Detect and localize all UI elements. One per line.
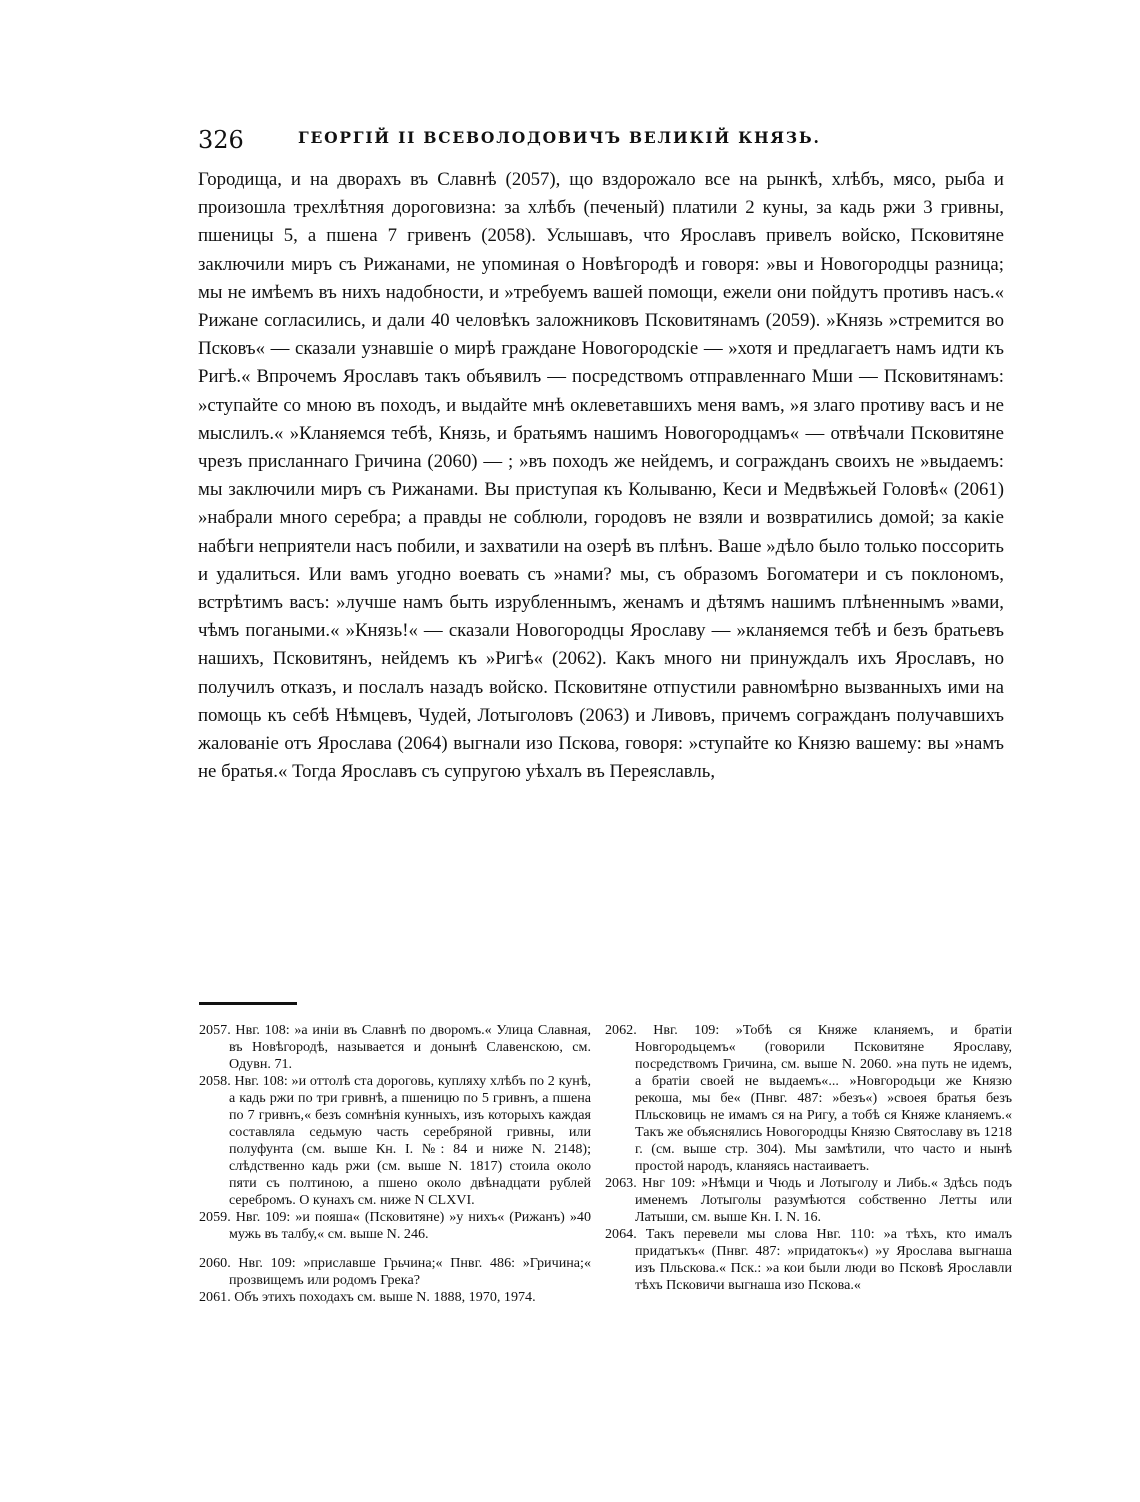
running-title: ГЕОРГІЙ II ВСЕВОЛОДОВИЧЪ ВЕЛИКІЙ КНЯЗЬ. [298,128,821,147]
page-number: 326 [198,126,244,154]
footnote-2063: 2063. Нвг 109: »Нѣмци и Чюдь и Лотыголу и Либь.« Здѣсь подъ именемъ Лотыголы разумѣются собственно Летты или Латыши, см. выше Кн. I. N. 16. [605,1175,1012,1225]
footnote-2064: 2064. Такъ перевели мы слова Нвг. 110: »а тѣхъ, кто ималъ придатъкъ« (Пнвг. 487: »придатокъ«) »у Ярослава выгнаша изъ Пльскова.« Пск.: »а кои были люди во Псковѣ Ярославли тѣхъ Псковичи выгнаша изо Пскова.« [605,1226,1012,1293]
footnotes-right-column [605,1022,1012,1294]
footnote-2057: 2057. Нвг. 108: »а иніи въ Славнѣ по дворомъ.« Улица Славная, въ Новѣгородѣ, называется и донынѣ Славенскою, см. Одувн. 71. [199,1022,591,1072]
page-header [198,126,1008,160]
main-paragraph: Городища, и на дворахъ въ Славнѣ (2057), що вздорожало все на рынкѣ, хлѣбъ, мясо, рыба и произошла трехлѣтняя дороговизна: за хлѣбъ (печеный) платили 2 куны, за кадь ржи 3 гривны, пшеницы 5, а пшена 7 гривенъ (2058). Услышавъ, что Ярославъ привелъ войско, Псковитяне заключили миръ съ Рижанами, не упоминая о Новѣгородѣ и говоря: »вы и Новогородцы разница; мы не имѣемъ въ нихъ надобности, и »требуемъ вашей помощи, ежели они пойдутъ противъ насъ.« Рижане согласились, и дали 40 человѣкъ заложниковъ Псковитянамъ (2059). »Князь »стремится во Псковъ« — сказали узнавшіе о мирѣ граждане Новогородскіе — »хотя и предлагаетъ намъ идти къ Ригѣ.« Впрочемъ Ярославъ такъ объявилъ — посредствомъ отправленнаго Мши — Псковитянамъ: »ступайте со мною въ походъ, и выдайте мнѣ оклеветавшихъ меня вамъ, »я злаго противу васъ и не мыслилъ.« »Кланяемся тебѣ, Князь, и братьямъ нашимъ Новогородцамъ« — отвѣчали Псковитяне чрезъ присланнаго Гричина (2060) — ; »въ походъ же нейдемъ, и согражданъ своихъ не »выдаемъ: мы заключили миръ съ Рижанами. Вы приступая къ Колываню, Кеси и Медвѣжьей Головѣ« (2061) »набрали много серебра; а правды не соблюли, городовъ не взяли и возвратились домой; за какіе набѣги неприятели насъ побили, и захватили на озерѣ въ плѣнъ. Ваше »дѣло было только поссорить и удалиться. Или вамъ угодно воевать съ »нами? мы, съ образомъ Богоматери и съ поклономъ, встрѣтимъ васъ: »лучше намъ быть изрубленнымъ, женамъ и дѣтямъ нашимъ плѣненнымъ »вами, чѣмъ погаными.« »Князь!« — сказали Новогородцы Ярославу — »кланяемся тебѣ и безъ братьевъ нашихъ, Псковитянъ, нейдемъ къ »Ригѣ« (2062). Какъ много ни принуждалъ ихъ Ярославъ, но получилъ отказъ, и послалъ назадъ войско. Псковитяне отпустили равномѣрно вызванныхъ ими на помощь къ себѣ Нѣмцевъ, Чудей, Лотыголовъ (2063) и Ливовъ, причемъ согражданъ получавшихъ жалованіе отъ Ярослава (2064) выгнали изо Пскова, говоря: »ступайте ко Князю вашему: вы »намъ не братья.« Тогда Ярославъ съ супругою уѣхалъ въ Переяславль, [198,169,1004,783]
footnote-2058: 2058. Нвг. 108: »и оттолѣ ста дороговь, купляху хлѣбъ по 2 кунѣ, а кадь ржи по три гривнѣ, а пшеницю по 5 гривнъ, а пшена по 7 гривнъ,« безъ сомнѣнія кунныхъ, изъ которыхъ каждая составляла седьмую часть серебряной гривны, или полуфунта (см. выше Кн. I. №: 84 и ниже N. 2148); слѣдственно кадь ржи (см. выше N. 1817) стоила около пяти съ полтиною, а пшено около двѣнадцати рублей серебромъ. О кунахъ см. ниже N CLXVI. [199,1073,591,1208]
footnote-2062: 2062. Нвг. 109: »Тобѣ ся Княже кланяемъ, и братіи Новгородьцемъ« (говорили Псковитяне Ярославу, посредствомъ Гричина, см. выше N. 2060. »на путь не идемъ, а братіи своей не выдаемъ«... »Новгородьци же Князю рекоша, мы бе« (Пнвг. 487: »безъ«) »своея братья безъ Пльсковиць не имамъ ся на Ригу, а тобѣ ся Княже кланяемъ.« Такъ же объяснялись Новогородцы Князю Святославу въ 1218 г. (см. выше стр. 304). Мы замѣтили, что часто и нынѣ простой народъ, кланяясь настаиваетъ. [605,1022,1012,1174]
footnote-2061: 2061. Объ этихъ походахъ см. выше N. 1888, 1970, 1974. [199,1289,536,1305]
footnote-2059: 2059. Нвг. 109: »и пояша« (Псковитяне) »у нихъ« (Рижанъ) »40 мужь въ талбу,« см. выше N. 246. [199,1209,591,1242]
main-text-block [198,166,1004,786]
footnote-2060: 2060. Нвг. 109: »приславше Грьчина;« Пнвг. 486: »Гричина;« прозвищемъ или родомъ Грека? [199,1255,591,1288]
footnote-divider [199,1002,297,1005]
footnotes-left-column [199,1022,591,1306]
